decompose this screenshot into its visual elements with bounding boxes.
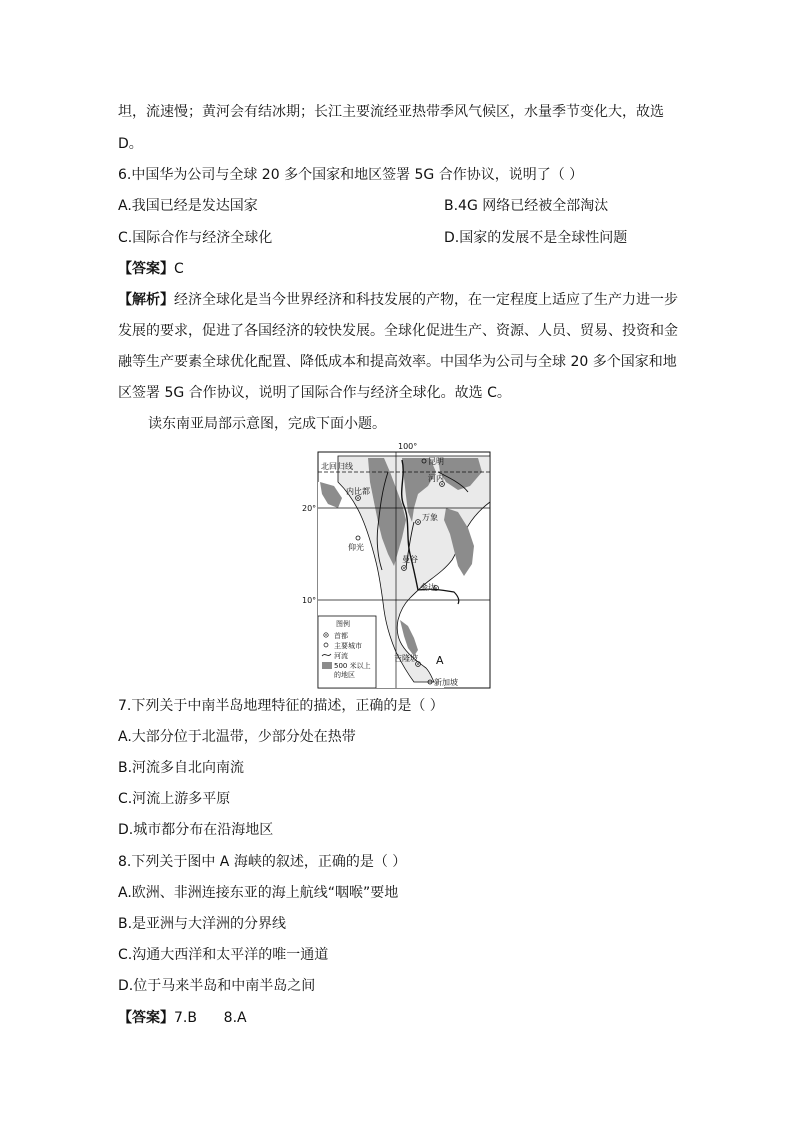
question-6-option-b: B.4G 网络已经被全部淘汰 [444,198,609,214]
strait-a-label: A [436,654,444,667]
longitude-label-100: 100° [398,442,418,451]
phnompenh-label: 金边 [420,583,436,592]
legend-highland-symbol [322,662,332,669]
question-6-answer [118,259,184,279]
bangkok-dot [403,567,405,569]
continuation-line-1: 坦，流速慢；黄河会有结冰期；长江主要流经亚热带季风气候区，水量季节变化大，故选 [118,104,664,120]
legend-highland-label-1: 500 米以上 [334,662,371,670]
map-intro-text: 读东南亚局部示意图，完成下面小题。 [148,416,386,432]
legend-highland-label-2: 的地区 [334,671,355,679]
legend-city-label: 主要城市 [334,642,362,650]
question-7-option-b: B.河流多自北向南流 [118,760,245,776]
latitude-label-10: 10° [302,596,317,605]
question-6-analysis-line-4: 区签署 5G 合作协议，说明了国际合作与经济全球化。故选 C。 [118,385,511,401]
naypyidaw-dot [357,497,359,499]
question-6-analysis-line-2: 发展的要求，促进了各国经济的较快发展。全球化促进生产、资源、人员、贸易、投资和金 [118,323,678,339]
question-8-option-a: A.欧洲、非洲连接东亚的海上航线“咽喉”要地 [118,885,399,901]
answer-value: C [174,261,184,277]
legend-title: 图例 [336,620,350,628]
question-7-option-a: A.大部分位于北温带，少部分处在热带 [118,729,356,745]
singapore-label: 新加坡 [434,678,458,687]
kunming-label: 昆明 [428,457,444,466]
question-8-stem: 8.下列关于图中 A 海峡的叙述，正确的是（ ） [118,854,407,870]
answer-7-8 [118,1008,247,1028]
hanoi-label: 河内 [428,474,444,483]
vientiane-label: 万象 [422,513,438,522]
legend-river-label: 河流 [334,652,348,660]
question-6-analysis-line-1 [118,290,678,310]
answer-label: 【答案】 [118,261,174,277]
map-svg [302,442,490,688]
hanoi-dot [441,483,443,485]
question-6-option-a: A.我国已经是发达国家 [118,198,258,214]
answer-78-value: 7.B 8.A [174,1010,247,1026]
question-8-option-d: D.位于马来半岛和中南半岛之间 [118,978,316,994]
question-8-option-c: C.沟通大西洋和太平洋的唯一通道 [118,947,329,963]
latitude-label-20: 20° [302,504,317,513]
question-8-option-b: B.是亚洲与大洋洲的分界线 [118,916,287,932]
bangkok-label: 曼谷 [402,555,418,564]
southeast-asia-map [302,442,490,688]
tropic-label: 北回归线 [321,462,353,471]
legend-capital-dot [325,634,326,635]
question-6-option-c: C.国际合作与经济全球化 [118,230,273,246]
yangon-label: 仰光 [348,543,364,552]
kualalumpur-dot [417,663,419,665]
vientiane-dot [417,521,419,523]
question-7-option-c: C.河流上游多平原 [118,791,231,807]
question-7-option-d: D.城市都分布在沿海地区 [118,822,274,838]
question-6-option-d: D.国家的发展不是全球性问题 [444,230,628,246]
legend-capital-label: 首都 [334,632,348,640]
question-6-stem: 6.中国华为公司与全球 20 多个国家和地区签署 5G 合作协议，说明了（ ） [118,167,584,183]
continuation-line-2: D。 [118,136,143,152]
answer-78-label: 【答案】 [118,1010,174,1026]
analysis-text: 经济全球化是当今世界经济和科技发展的产物，在一定程度上适应了生产力进一步 [174,292,678,308]
kualalumpur-label: 吉隆坡 [394,654,418,663]
analysis-label: 【解析】 [118,292,174,308]
naypyidaw-label: 内比都 [346,487,370,496]
question-6-analysis-line-3: 融等生产要素全球优化配置、降低成本和提高效率。中国华为公司与全球 20 多个国家和地 [118,354,677,370]
question-7-stem: 7.下列关于中南半岛地理特征的描述，正确的是（ ） [118,698,444,714]
map-legend [318,616,376,688]
